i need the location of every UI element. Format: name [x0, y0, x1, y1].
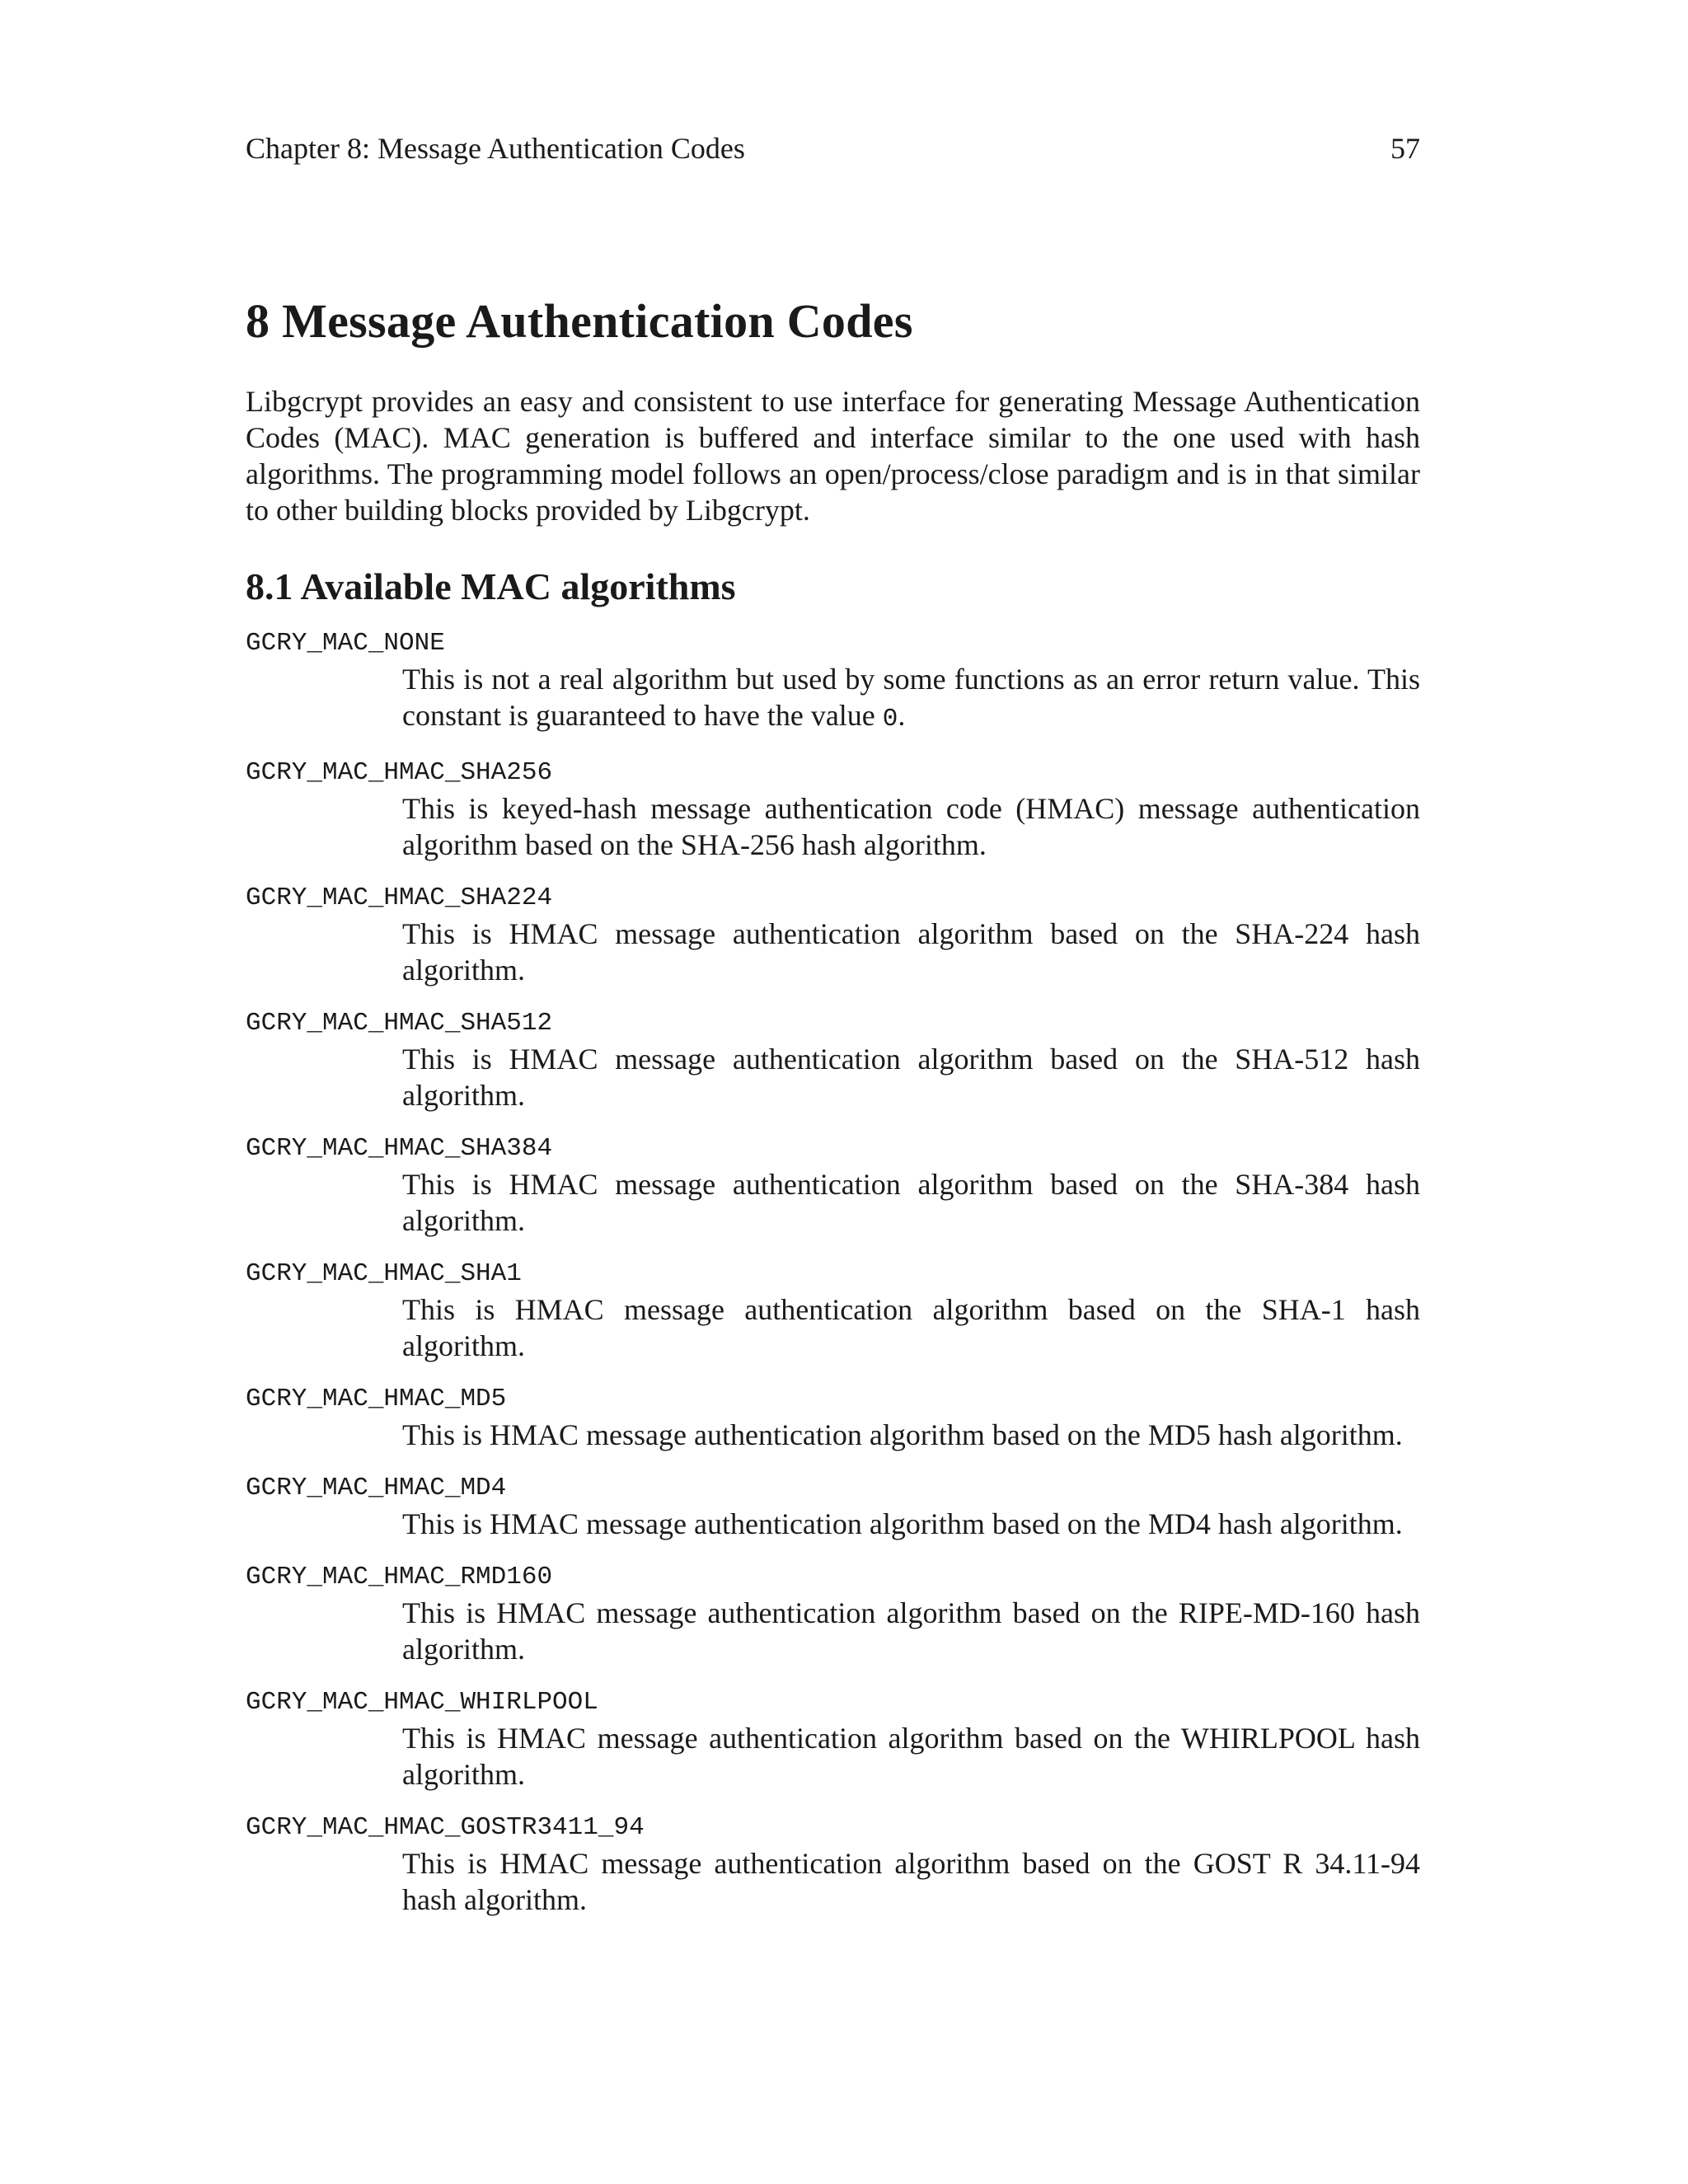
algorithm-description-text: This is not a real algorithm but used by some functions as an error return value. This constant is guaranteed to have the value: [402, 663, 1420, 732]
document-page: [246, 124, 1420, 1936]
algorithm-entry: [246, 1811, 1420, 1918]
algorithm-description-code: 0: [882, 705, 898, 733]
algorithm-name: GCRY_MAC_HMAC_SHA384: [246, 1134, 553, 1163]
algorithm-description: This is HMAC message authentication algorithm based on the WHIRLPOOL hash algorithm.: [402, 1722, 1420, 1791]
algorithm-entry: [246, 1560, 1420, 1667]
running-header: [246, 124, 1420, 173]
algorithm-description: This is HMAC message authentication algorithm based on the MD4 hash algorithm.: [402, 1507, 1403, 1540]
algorithm-description: This is HMAC message authentication algorithm based on the SHA-384 hash algorithm.: [402, 1168, 1420, 1237]
algorithm-entry: [246, 1685, 1420, 1793]
algorithm-name: GCRY_MAC_NONE: [246, 629, 445, 658]
algorithm-name: GCRY_MAC_HMAC_WHIRLPOOL: [246, 1688, 598, 1717]
chapter-title: 8 Message Authentication Codes: [246, 294, 913, 348]
algorithm-description: This is HMAC message authentication algorithm based on the SHA-1 hash algorithm.: [402, 1293, 1420, 1362]
header-chapter-title: Chapter 8: Message Authentication Codes: [246, 132, 745, 165]
section-title: 8.1 Available MAC algorithms: [246, 565, 736, 607]
algorithm-entry: [246, 1257, 1420, 1364]
algorithm-name: GCRY_MAC_HMAC_RMD160: [246, 1563, 553, 1591]
algorithm-name: GCRY_MAC_HMAC_SHA224: [246, 883, 553, 912]
header-page-number: 57: [1390, 132, 1420, 165]
algorithm-description: [402, 661, 1420, 738]
algorithm-description: This is HMAC message authentication algorithm based on the SHA-512 hash algorithm.: [402, 1043, 1420, 1112]
algorithm-name: GCRY_MAC_HMAC_SHA1: [246, 1259, 522, 1288]
algorithm-description: This is HMAC message authentication algorithm based on the GOST R 34.11-94 hash algorithm.: [402, 1847, 1420, 1916]
algorithm-name: GCRY_MAC_HMAC_SHA512: [246, 1009, 553, 1038]
algorithm-description: This is HMAC message authentication algorithm based on the MD5 hash algorithm.: [402, 1418, 1403, 1451]
algorithm-name: GCRY_MAC_HMAC_GOSTR3411_94: [246, 1813, 645, 1842]
algorithm-description: This is keyed-hash message authentication code (HMAC) message authentication algorithm based on the SHA-256 hash algorithm.: [402, 792, 1420, 861]
algorithm-description: This is HMAC message authentication algorithm based on the SHA-224 hash algorithm.: [402, 917, 1420, 987]
algorithm-entry: [246, 1471, 1420, 1542]
algorithm-name: GCRY_MAC_HMAC_MD5: [246, 1385, 507, 1413]
algorithm-entry: [246, 1006, 1420, 1113]
algorithm-entry: [246, 1132, 1420, 1239]
algorithm-name: GCRY_MAC_HMAC_MD4: [246, 1474, 507, 1502]
algorithm-entry: [246, 626, 1420, 738]
algorithm-description: This is HMAC message authentication algorithm based on the RIPE-MD-160 hash algorithm.: [402, 1596, 1420, 1666]
algorithm-list: [246, 626, 1420, 1918]
algorithm-entry: [246, 1382, 1420, 1453]
algorithm-entry: [246, 881, 1420, 988]
algorithm-name: GCRY_MAC_HMAC_SHA256: [246, 758, 553, 787]
algorithm-entry: [246, 756, 1420, 863]
algorithm-description-end: .: [898, 699, 906, 732]
intro-paragraph: Libgcrypt provides an easy and consistent to use interface for generating Message Authentication Codes (MAC). MAC generation is buffered and interface similar to the one used with hash algorithms. The programming model follows an open/process/close paradigm and is in that similar to other building blocks provided by Libgcrypt.: [246, 385, 1420, 527]
